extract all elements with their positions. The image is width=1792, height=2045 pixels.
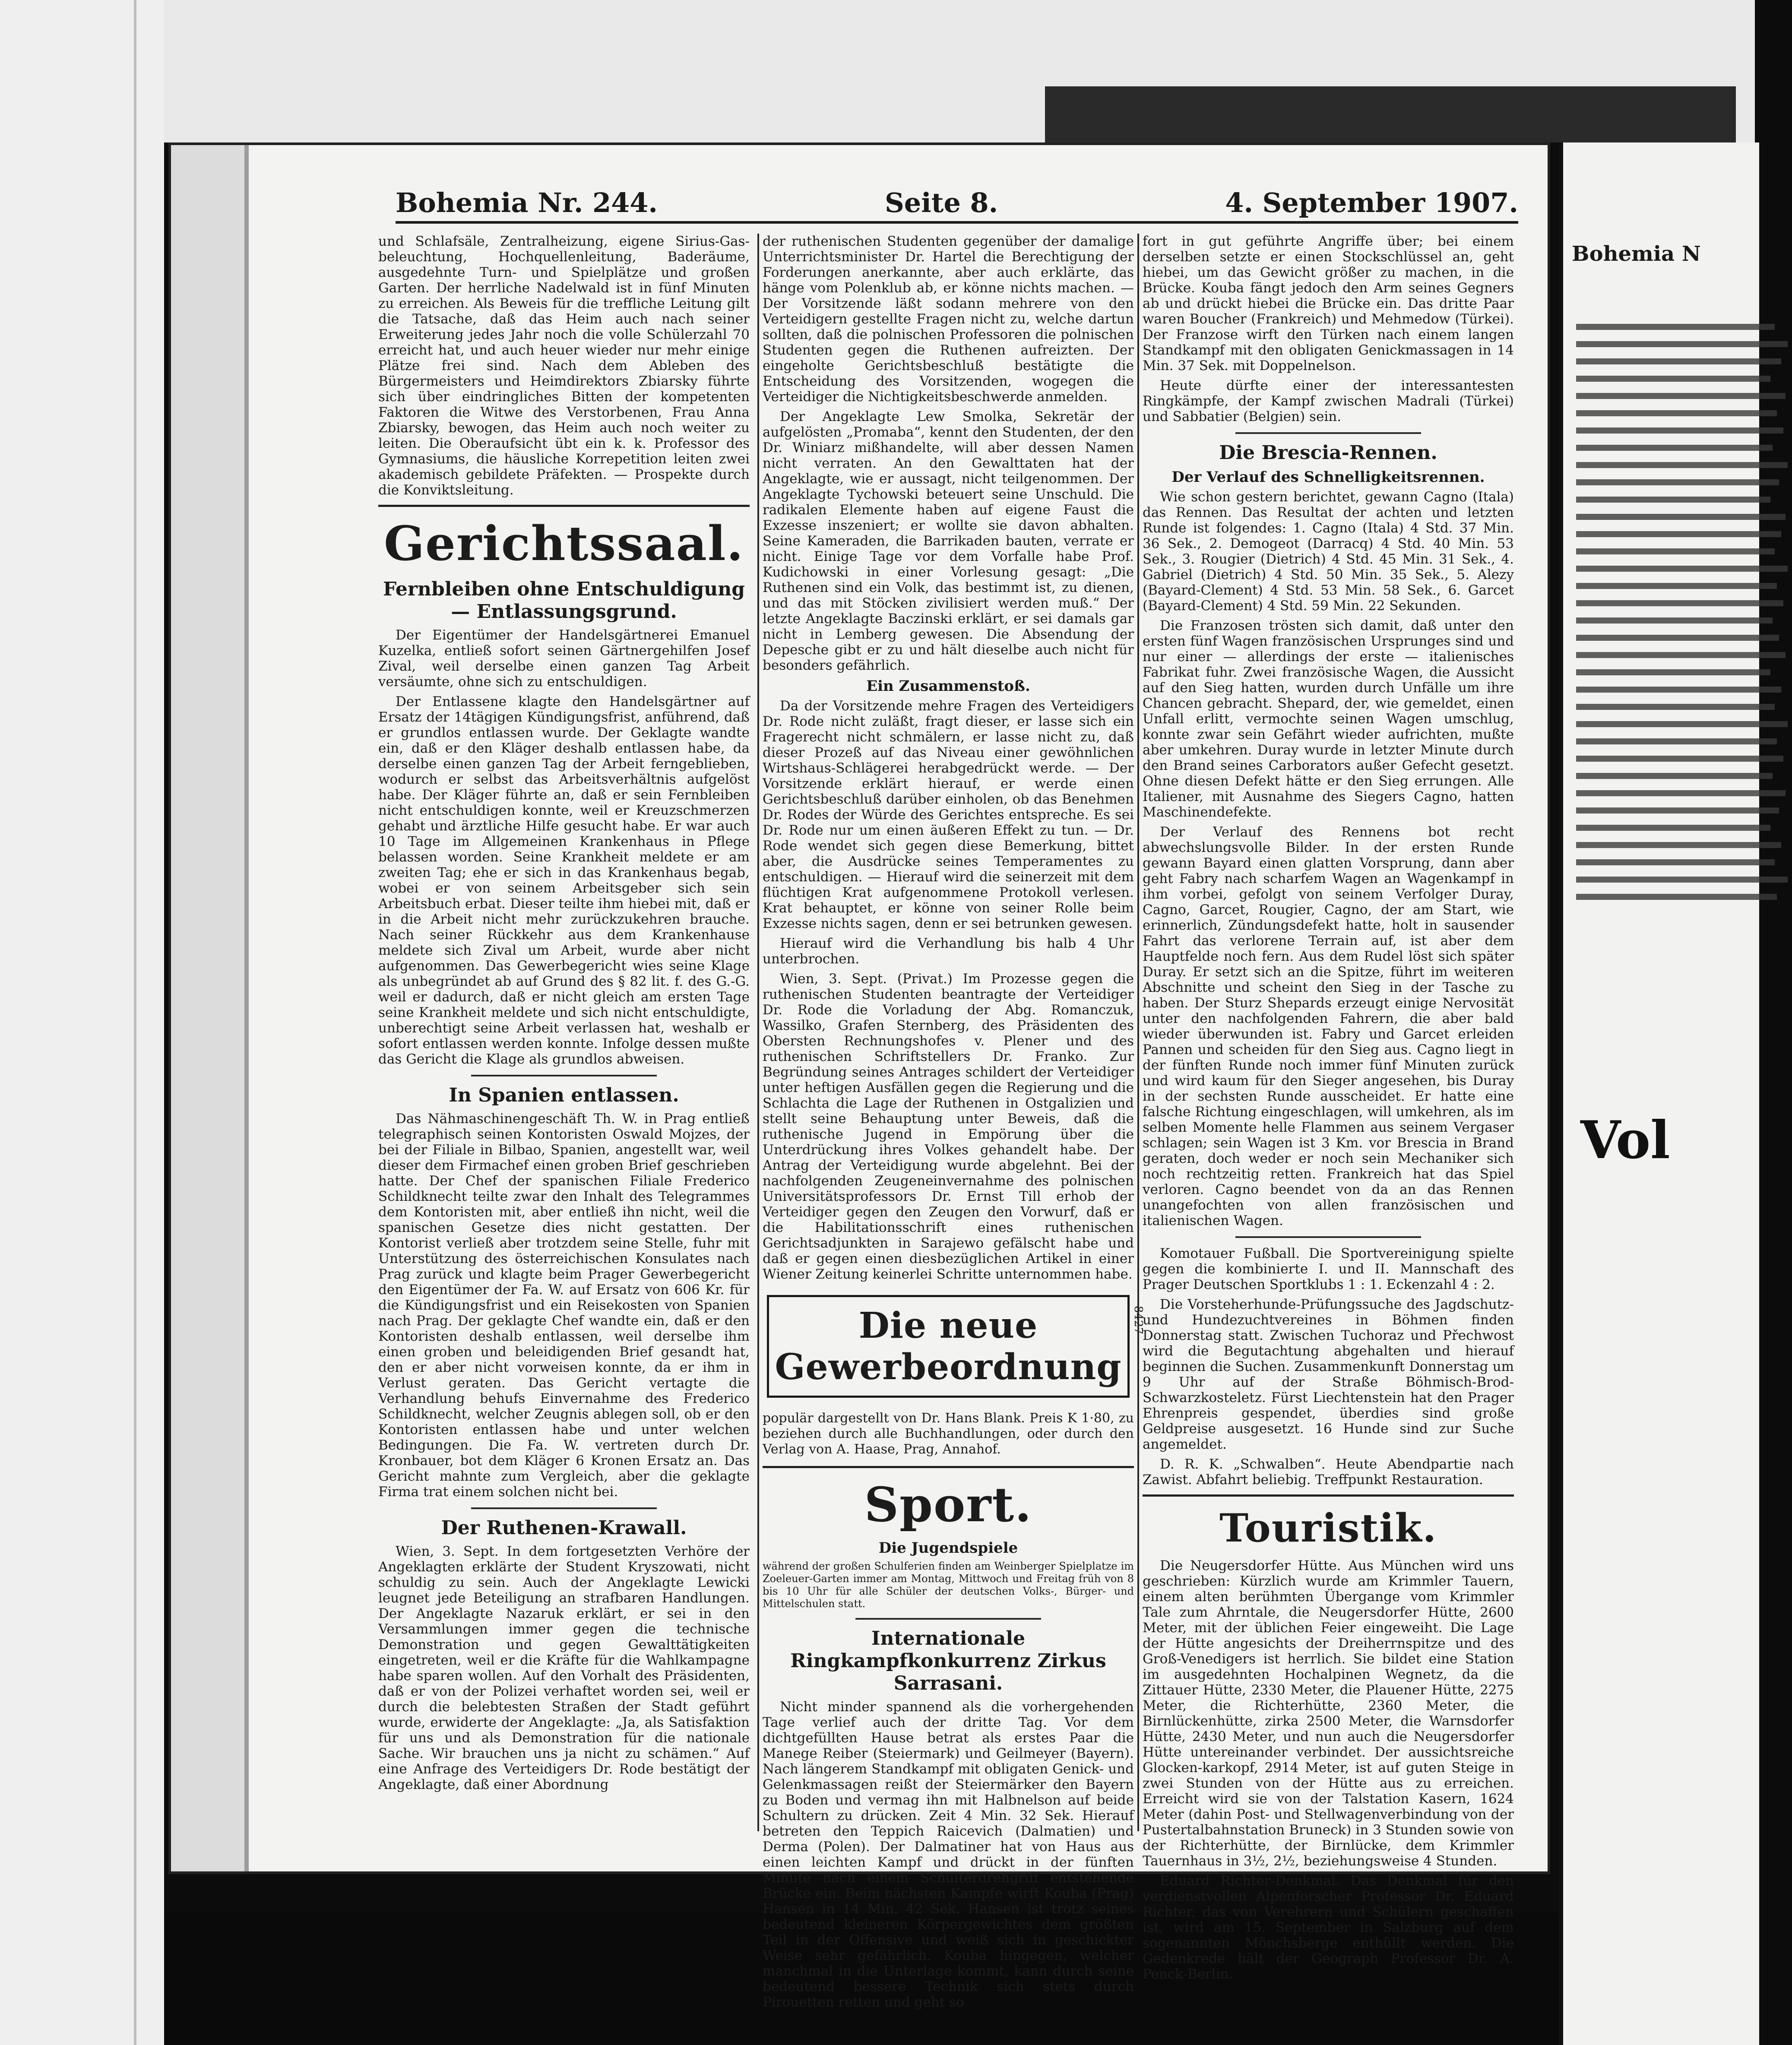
article-paragraph: Das Nähmaschinengeschäft Th. W. in Prag entließ telegraphisch seinen Kontoristen Oswald Mojzes, der bei der Filiale in Bilbao, Spanien, angestellt war, weil dieser dem Firmachef einen groben Brief geschrieben hatte. Der Chef der spanischen Filiale Frederico Schildknecht teilte zwar den Inhalt des Telegrammes dem Kontoristen mit, aber entließ ihn nicht, weil die spanischen Gesetze dies nicht gestatten. Der Kontorist verließ aber trotzdem seine Stelle, fuhr mit Unterstützung des österreichischen Konsulates nach Prag zurück und klagte beim Prager Gewerbegericht den Eigentümer der Fa. W. auf Ersatz von 606 Kr. für die Kündigungsfrist und ein Reisekosten von Spanien nach Prag. Der geklagte Chef wandte ein, daß er den Kontoristen deshalb entlassen, weil derselbe ihm einen groben und beleidigenden Brief gesandt hat, den er aber nicht vorweisen konnte, da er ihm in Verlust geraten. Das Gericht vertagte die Verhandlung behufs Einvernahme des Frederico Schildknecht, welcher Zeugnis ablegen soll, ob er den Kontoristen entlassen habe und unter welchen Bedingungen. Die Fa. W. vertreten durch Dr. Kronbauer, bot dem Kläger 6 Kronen Ersatz an. Das Gericht mahnte zum Vergleich, aber die geklagte Firma trat einem solchen nicht bei. <box>378 1111 750 1500</box>
adjacent-page-header: Bohemia N <box>1572 242 1701 266</box>
article-paragraph: Komotauer Fußball. Die Sportvereinigung spielte gegen die kombinierte I. und II. Mannschaft des Prager Deutschen Sportklubs 1 : 1. Eckenzahl 4 : 2. <box>1143 1246 1514 1292</box>
article-paragraph: Nicht minder spannend als die vorhergehenden Tage verlief auch der dritte Tag. Vor dem dichtgefüllten Hause betrat als erstes Paar die Manege Reiber (Steiermark) und Geilmeyer (Bayern). Nach längerem Standkampf mit obligaten Genick- und Gelenkmassagen reißt der Steiermärker den Bayern zu Boden und vermag ihn mit Halbnelson auf beide Schultern zu drücken. Zeit 4 Min. 32 Sek. Hierauf betreten den Teppich Raicevich (Dalmatien) und Derma (Polen). Der Dalmatiner hat von Haus aus einen leichten Kampf und drückt in der fünften Minute nach einem Schulterdrehgriff entstehende Brücke ein. Beim nächsten Kampfe wirft Kouba (Prag) Hansen in 14 Min. 42 Sek. Hansen ist trotz seines bedeutend kleineren Körpergewichtes dem größten Teil in der Offensive und weiß sich in geschickter Weise sehr gefährlich. Kouba hingegen, welcher manchmal in die Unterlage kommt, kann durch seine bedeutend bessere Technik sich stets durch Pirouetten retten und geht so <box>763 1699 1134 2010</box>
adjacent-page-heading: Vol <box>1580 1110 1670 1171</box>
adjacent-page <box>1559 142 1759 2045</box>
article-paragraph: Die Franzosen trösten sich damit, daß unter den ersten fünf Wagen französischen Ursprunges sind und nur einer — allerdings der erste — italienisches Fabrikat fuhr. Zwei französische Wagen, die Aussicht auf den Sieg hatten, wurden durch Unfälle um ihre Chancen gebracht. Shepard, der, wie gemeldet, einen Unfall erlitt, vermochte seinen Wagen umschlug, konnte zwar sein Gefährt wieder aufrichten, mußte aber umkehren. Duray wurde in letzter Minute durch den Brand seines Carborators außer Gefecht gesetzt. Ohne diesen Defekt hätte er den Sieg errungen. Alle Italiener, mit Ausnahme des Siegers Cagno, hatten Maschinendefekte. <box>1143 618 1514 820</box>
advertisement-box <box>767 1295 1145 1398</box>
header-page-number: Seite 8. <box>885 187 998 218</box>
page-binding <box>171 145 249 1871</box>
header-date: 4. September 1907. <box>1225 187 1518 218</box>
article-paragraph: Der Entlassene klagte den Handelsgärtner auf Ersatz der 14tägigen Kündigungsfrist, anführend, daß er grundlos entlassen wurde. Der Geklagte wandte ein, daß er den Kläger deshalb entlassen habe, da derselbe einen ganzen Tag der Arbeit ferngeblieben, wodurch er selbst das Arbeitsverhältnis aufgelöst habe. Der Kläger führte an, daß er sein Fernbleiben nicht entschuldigen konnte, weil er Kreuzschmerzen gehabt und ärztliche Hilfe gesucht habe. Er war auch 10 Tage im Allgemeinen Krankenhaus in Pflege belassen worden. Seine Krankheit meldete er am zweiten Tag; ehe er sich in das Krankenhaus begab, wobei er von seinem Arbeitsgeber sich sein Arbeitsbuch erbat. Dieser teilte ihm hiebei mit, daß er in die Arbeit nicht mehr zurückzukehren brauche. Nach seiner Rückkehr aus dem Krankenhause meldete sich Zival um Arbeit, wurde aber nicht aufgenommen. Das Gewerbegericht wies seine Klage als unbegründet ab auf Grund des § 82 lit. f. des G.-G. weil er dadurch, daß er nicht gleich am ersten Tage seine Krankheit meldete und sich nicht entschuldigte, unberechtigt seine Arbeit verlassen hat, weshalb er sofort entlassen werden konnte. Infolge dessen mußte das Gericht die Klage als grundlos abweisen. <box>378 694 750 1067</box>
divider <box>1143 1494 1514 1497</box>
section-heading-touristik: Touristik. <box>1219 1505 1437 1551</box>
scan-background-left <box>0 0 164 2045</box>
article-paragraph: fort in gut geführte Angriffe über; bei einem derselben setzte er einen Stockschlüssel an, geht hiebei, um das Gewicht größer zu machen, in die Brücke. Kouba fängt jedoch den Arm seines Gegners ab und drückt hiebei die Brücke ein. Das dritte Paar waren Boucher (Frankreich) und Mehmedow (Türkei). Der Franzose wirft den Türken nach einem langen Standkampf mit den obligaten Genickmassagen in 14 Min. 37 Sek. mit Doppelnelson. <box>1143 234 1514 374</box>
subheading: Ein Zusammenstoß. <box>866 677 1030 695</box>
small-notice: während der großen Schulferien finden am Weinberger Spielplatze im Zoeleuer-Garten immer am Montag, Mittwoch und Freitag früh von 8 bis 10 Uhr für alle Schüler der deutschen Volks-, Bürger- und Mittelschulen statt. <box>763 1560 1134 1610</box>
article-continuation: und Schlafsäle, Zentralheizung, eigene Sirius-Gas-beleuchtung, Hochquellenleitung, Baderäume, ausgedehnte Turn- und Spielplätze und großen Garten. Der herrliche Nadelwald ist in fünf Minuten zu erreichen. Als Beweis für die treffliche Leitung gilt die Tatsache, daß das Heim auch nach seiner Erweiterung jedes Jahr noch die volle Schülerzahl 70 erreicht hat, und auch heuer wieder nur mehr einige Plätze frei sind. Nach dem Ableben des Bürgermeisters und Heimdirektors Zbiarsky führte sich über eindringliches Bitten der kompetenten Faktoren die Witwe des Verstorbenen, Frau Anna Zbiarsky, bewogen, das Heim auch noch weiter zu leiten. Die Oberaufsicht übt ein k. k. Professor des Gymnasiums, die häusliche Korrepetition leiten zwei akademisch gebildete Präfekten. — Prospekte durch die Konviktsleitung. <box>378 234 750 498</box>
article-paragraph: Der Angeklagte Lew Smolka, Sekretär der aufgelösten „Promaba“, kennt den Studenten, der den Dr. Winiarz mißhandelte, will aber dessen Namen nicht verraten. An den Gewalttaten hat der Angeklagte, wie er aussagt, nicht teilgenommen. Der Angeklagte Tychowski beteuert seine Unschuld. Die radikalen Elemente haben auf eigene Faust die Exzesse inszeniert; er wollte sie davon abhalten. Seine Kameraden, die Barrikaden bauten, verrate er nicht. Einige Tage vor dem Vorfalle habe Prof. Kudichowski in einer Vorlesung gesagt: „Die Ruthenen sind ein Volk, das bestimmt ist, zu dienen, und das mit Stöcken zivilisiert werden muß.“ Der letzte Angeklagte Baczinski erklärt, er sei damals gar nicht in Lemberg gewesen. Die Absendung der Depesche gibt er zu und hält dieselbe auch nicht für besonders gefährlich. <box>763 409 1134 673</box>
page-header <box>396 180 1518 224</box>
article-paragraph: Die Vorsteherhunde-Prüfungssuche des Jagdschutz- und Hundezuchtvereines in Böhmen finden Donnerstag statt. Zwischen Tuchoraz und Přechwost wird die Begutachtung abgehalten und hierauf beginnen die Suchen. Zusammenkunft Donnerstag um 9 Uhr auf der Straße Böhmisch-Brod-Schwarzkosteletz. Fürst Liechtenstein hat den Prager Ehrenpreis gespendet, überdies sind große Geldpreise ausgesetzt. 16 Hunde sind zur Suche angemeldet. <box>1143 1297 1514 1452</box>
article-paragraph: Heute dürfte einer der interessantesten Ringkämpfe, der Kampf zwischen Madrali (Türkei) und Sabbatier (Belgien) sein. <box>1143 378 1514 424</box>
article-paragraph: Hierauf wird die Verhandlung bis halb 4 Uhr unterbrochen. <box>763 936 1134 967</box>
article-paragraph: Der Eigentümer der Handelsgärtnerei Emanuel Kuzelka, entließ sofort seinen Gärtnergehilfen Josef Zival, weil derselbe einen ganzen Tag Arbeit versäumte, ohne sich zu entschuldigen. <box>378 627 750 690</box>
header-publication: Bohemia Nr. 244. <box>396 187 658 218</box>
article-paragraph: Wien, 3. Sept. In dem fortgesetzten Verhöre der Angeklagten erklärte der Student Kryszowati, nicht schuldig zu sein. Auch der Angeklagte Lewicki leugnet jede Beteiligung an strafbaren Handlungen. Der Angeklagte Nazaruk erklärt, er sei in den Versammlungen immer gegen die technische Demonstration und gegen Gewalttätigkeiten eingetreten, weil er die Kräfte für die Wahlkampagne habe sparen wollen. Auf den Vorhalt des Präsidenten, daß er von der Polizei verhaftet worden sei, weil er durch die belebtesten Straßen der Stadt geführt wurde, erwiderte der Angeklagte: „Ja, als Satisfaktion für uns und als Demonstration für die nationale Sache. Wir brauchen uns ja nicht zu schämen.“ Auf eine Anfrage des Verteidigers Dr. Rode bestätigt der Angeklagte, daß einer Abordnung <box>378 1544 750 1792</box>
section-heading-sport: Sport. <box>864 1477 1032 1532</box>
adjacent-page-text <box>1576 324 1792 911</box>
divider <box>1235 1236 1421 1238</box>
article-paragraph: D. R. K. „Schwalben“. Heute Abendpartie nach Zawist. Abfahrt beliebig. Treffpunkt Restauration. <box>1143 1456 1514 1488</box>
article-title: In Spanien entlassen. <box>449 1084 679 1106</box>
article-title: Internationale Ringkampfkonkurrenz Zirkus Sarrasani. <box>790 1627 1106 1694</box>
article-title: Fernbleiben ohne Entschuldigung — Entlassungsgrund. <box>383 578 745 623</box>
article-paragraph: Die Neugersdorfer Hütte. Aus München wird uns geschrieben: Kürzlich wurde am Krimmler Tauern, einem alten berühmten Übergange vom Krimmler Tale zum Ahrntale, die Neugersdorfer Hütte, 2600 Meter, mit der üblichen Feier eingeweiht. Die Lage der Hütte angesichts der Dreiherrnspitze und des Groß-Venedigers ist herrlich. Sie bildet eine Station im ausgedehnten Hochalpinen Wegnetz, da die Zittauer Hütte, 2330 Meter, die Plauener Hütte, 2275 Meter, die Richterhütte, 2360 Meter, die Birnlückenhütte, zirka 2500 Meter, die Warnsdorfer Hütte, 2430 Meter, und nun auch die Neugersdorfer Hütte untereinander verbindet. Der aussichtsreiche Glocken-karkopf, 2914 Meter, ist auf guten Steige in zwei Stunden von der Hütte aus zu erreichen. Erreicht wird sie von der Talstation Kasern, 1624 Meter (dahin Post- und Stellwagenverbindung von der Pustertalbahnstation Bruneck) in 3 Stunden sowie von der Richterhütte, der Birnlücke, dem Krimmler Tauernhaus in 3½, 2½, beziehungsweise 4 Stunden. <box>1143 1558 1514 1869</box>
scan-shadow <box>1045 86 1736 142</box>
divider <box>471 1075 657 1076</box>
subheading: Der Verlauf des Schnelligkeitsrennen. <box>1171 469 1485 486</box>
newspaper-page <box>168 142 1550 2010</box>
divider <box>1235 432 1421 434</box>
divider <box>763 1466 1134 1468</box>
article-paragraph: der ruthenischen Studenten gegenüber der damalige Unterrichtsminister Dr. Hartel die Berechtigung der Forderungen anerkannte, aber auch erklärte, das hänge vom Polenklub ab, er könne nichts machen. — Der Vorsitzende läßt sodann mehrere von den Verteidigern gestellte Fragen nicht zu, welche dartun sollten, daß die polnischen Professoren die polnischen Studenten gegen die Ruthenen aufreizten. Der eingeholte Gerichtsbeschluß bestätigte die Entscheidung des Vorsitzenden, wogegen die Verteidiger die Nichtigkeitsbeschwerde anmelden. <box>763 234 1134 405</box>
article-paragraph: Eduard Richter-Denkmal. Das Denkmal für den verdienstvollen Alpenforscher Professor Dr. Eduard Richter, das von Verehrern und Schülern geschaffen ist, wird am 15. September in Salzburg auf dem sogenannten Mönchsberge enthüllt werden. Die Gedenkrede hält der Geograph Professor Dr. A. Penck-Berlin. <box>1143 1873 1514 1982</box>
column-2 <box>763 234 1145 2010</box>
divider <box>378 505 750 507</box>
section-heading-gerichtssaal: Gerichtssaal. <box>384 516 744 571</box>
subheading: Die Jugendspiele <box>878 1539 1018 1557</box>
article-paragraph: Da der Vorsitzende mehre Fragen des Verteidigers Dr. Rode nicht zuläßt, fragt dieser, er lasse sich ein Fragerecht nicht schmälern, er lasse nicht zu, daß dieser Prozeß auf das Niveau einer gewöhnlichen Wirtshaus-Schlägerei herabgedrückt werde. — Der Vorsitzende erklärt hierauf, er werde einen Gerichtsbeschluß darüber einholen, ob das Benehmen Dr. Rodes der Würde des Gerichtes entspreche. Es sei Dr. Rode nur um einen äußeren Effekt zu tun. — Dr. Rode wendet sich gegen diese Bemerkung, bittet aber, die Ausdrücke seines Temperamentes zu entschuldigen. — Hierauf wird die seinerzeit mit dem flüchtigen Krat aufgenommene Protokoll verlesen. Krat behauptet, er könne von seiner Rolle beim Exzesse nichts sagen, denn er sei betrunken gewesen. <box>763 698 1134 931</box>
column-1 <box>378 234 750 1857</box>
advertisement-title: Die neue Gewerbeordnung <box>775 1305 1122 1388</box>
advertisement-number: 8427 <box>1132 1306 1145 1335</box>
advertisement-text: populär dargestellt von Dr. Hans Blank. Preis K 1·80, zu beziehen durch alle Buchhandlungen, oder durch den Verlag von A. Haase, Prag, Annahof. <box>763 1411 1134 1457</box>
article-title: Die Brescia-Rennen. <box>1219 442 1437 464</box>
column-3 <box>1143 234 1514 1982</box>
divider <box>855 1618 1041 1620</box>
column-rule <box>1137 234 1139 1831</box>
scan-edge-line <box>134 0 136 2045</box>
column-rule <box>757 234 759 1831</box>
article-paragraph: Wie schon gestern berichtet, gewann Cagno (Itala) das Rennen. Das Resultat der achten und letzten Runde ist folgendes: 1. Cagno (Itala) 4 Std. 37 Min. 36 Sek., 2. Demogeot (Darracq) 4 Std. 40 Min. 53 Sek., 3. Rougier (Dietrich) 4 Std. 45 Min. 31 Sek., 4. Gabriel (Dietrich) 4 Std. 50 Min. 35 Sek., 5. Alezy (Bayard-Clement) 4 Std. 53 Min. 58 Sek., 6. Garcet (Bayard-Clement) 4 Std. 59 Min. 22 Sekunden. <box>1143 489 1514 614</box>
divider <box>471 1507 657 1509</box>
article-paragraph: Der Verlauf des Rennens bot recht abwechslungsvolle Bilder. In der ersten Runde gewann Bayard einen glatten Vorsprung, dann aber geht Fabry nach scharfem Wagen an Wagenkampf in ihm vorbei, gefolgt von seinem Verfolger Duray, Cagno, Garcet, Rougier, Cagno, der am Start, wie erinnerlich, Zündungsdefekt hatte, holt in sausender Fahrt das verlorene Terrain auf, ist aber dem Hauptfelde noch fern. Aus dem Rudel löst sich später Duray. Er setzt sich an die Spitze, führt im weiteren Abschnitte und scheint den Sieg in der Tasche zu haben. Der Sturz Shepards erzeugt einige Nervosität unter den nachfolgenden Fahrern, die aber bald wieder überwunden ist. Fabry und Garcet erleiden Pannen und scheiden für den Sieg aus. Cagno liegt in der fünften Runde noch immer fünf Minuten zurück und wird kaum für den Sieger angesehen, bis Duray in der sechsten Runde ausscheidet. Er hatte eine falsche Richtung eingeschlagen, will umkehren, als im selben Momente helle Flammen aus seinem Vergaser schlagen; sein Wagen ist 3 Km. vor Brescia in Brand geraten, doch weder er noch sein Mechaniker sich noch rechtzeitig retten. Frankreich hat das Spiel verloren. Cagno beendet von da an das Rennen unangefochten von allen französischen und italienischen Wagen. <box>1143 824 1514 1228</box>
article-title: Der Ruthenen-Krawall. <box>441 1517 687 1539</box>
article-paragraph: Wien, 3. Sept. (Privat.) Im Prozesse gegen die ruthenischen Studenten beantragte der Verteidiger Dr. Rode die Vorladung der Abg. Romanczuk, Wassilko, Grafen Sternberg, des Präsidenten des Obersten Rechnungshofes v. Plener und des ruthenischen Schriftstellers Dr. Franko. Zur Begründung seines Antrages schildert der Verteidiger unter heftigen Ausfällen gegen die Regierung und die Schlachta die Lage der Ruthenen in Ostgalizien und stellt seine Behauptung unter Beweis, daß die ruthenische Jugend in Empörung über die Unterdrückung ihres Volkes gehandelt habe. Der Antrag der Verteidigung wurde abgelehnt. Bei der nachfolgenden Zeugeneinvernahme des polnischen Universitätsprofessors Dr. Ernst Till erhob der Verteidiger gegen den Zeugen den Vorwurf, daß er die Habilitationsschrift eines ruthenischen Gerichtsadjunkten in Sarajewo gefälscht habe und daß er gegen einen diesbezüglichen Artikel in einer Wiener Zeitung keinerlei Schritte unternommen habe. <box>763 971 1134 1282</box>
